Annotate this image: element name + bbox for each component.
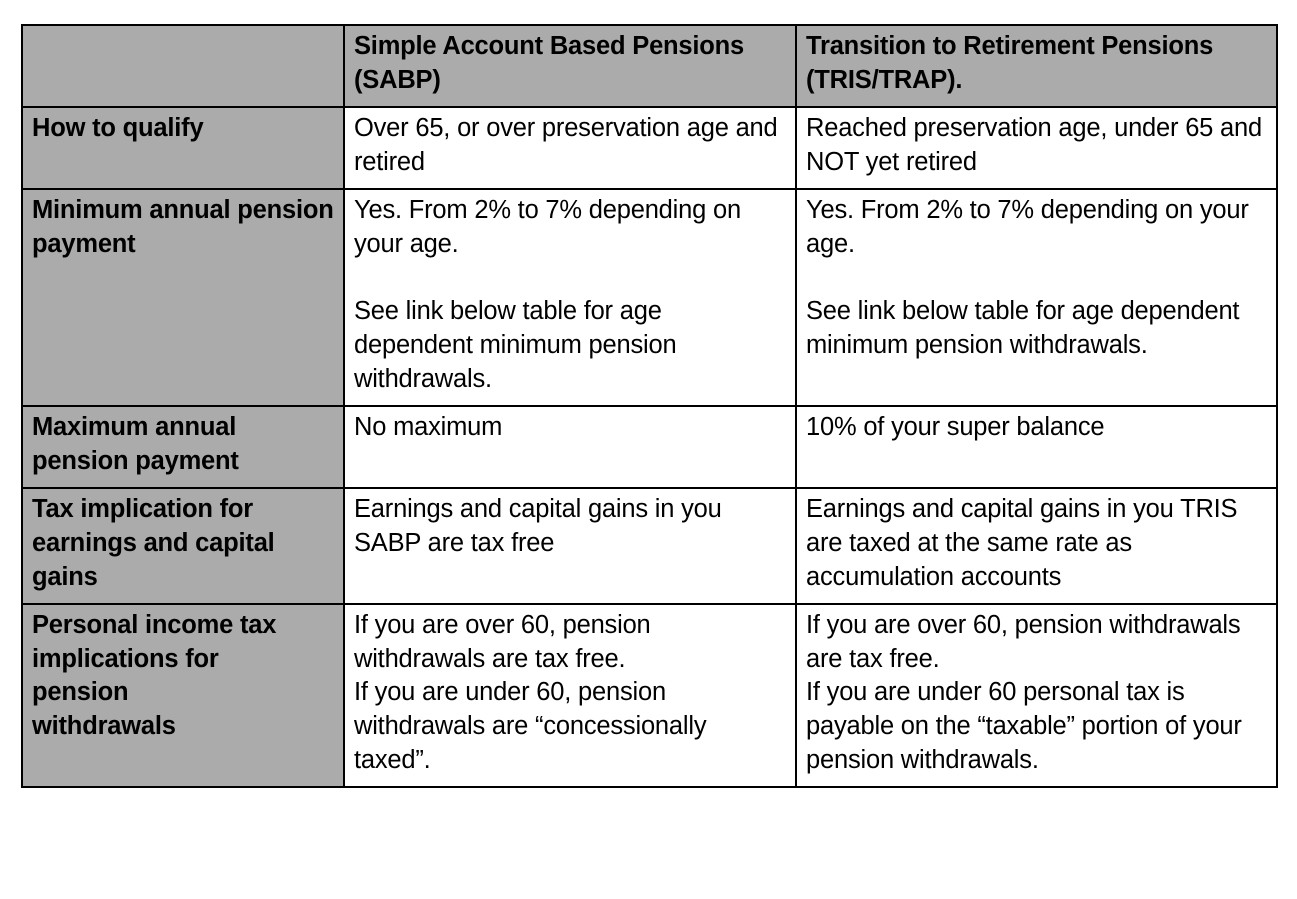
cell-blank-line	[354, 261, 786, 295]
table-row	[22, 604, 1277, 788]
pension-comparison-table	[21, 24, 1278, 788]
cell-paragraph: See link below table for age dependent minimum pension withdrawals.	[806, 297, 1247, 360]
cell-paragraph: See link below table for age dependent minimum pension withdrawals.	[354, 297, 684, 394]
cell-paragraph: Yes. From 2% to 7% depending on your age.	[354, 195, 748, 258]
row-label-personal-income-tax-implications	[22, 604, 344, 788]
cell-paragraph: If you are under 60, pension withdrawals are “concessionally taxed”.	[354, 678, 714, 775]
cell-minimum-annual-pension-payment-tris	[796, 189, 1277, 406]
cell-tax-implication-sabp: Earnings and capital gains in you SABP are tax free	[344, 488, 796, 604]
cell-paragraph: If you are under 60 personal tax is payable on the “taxable” portion of your pension withdrawals.	[806, 678, 1249, 775]
cell-maximum-annual-pension-payment-sabp: No maximum	[344, 406, 796, 488]
table-row	[22, 488, 1277, 604]
label-line: pension	[32, 678, 129, 707]
cell-blank-line	[806, 261, 1267, 295]
table-row	[22, 406, 1277, 488]
cell-maximum-annual-pension-payment-tris: 10% of your super balance	[796, 406, 1277, 488]
row-label-minimum-annual-pension-payment: Minimum annual pension payment	[22, 189, 344, 406]
cell-minimum-annual-pension-payment-sabp	[344, 189, 796, 406]
label-line: withdrawals	[32, 712, 176, 741]
table-row	[22, 189, 1277, 406]
table-corner-cell	[22, 25, 344, 107]
column-header-sabp: Simple Account Based Pensions (SABP)	[344, 25, 796, 107]
cell-paragraph: Yes. From 2% to 7% depending on your age.	[806, 195, 1256, 258]
column-header-tris: Transition to Retirement Pensions (TRIS/TRAP).	[796, 25, 1277, 107]
cell-paragraph: If you are over 60, pension withdrawals are tax free.	[354, 610, 658, 673]
cell-personal-income-tax-sabp	[344, 604, 796, 788]
row-label-tax-implication-earnings-capital-gains: Tax implication for earnings and capital gains	[22, 488, 344, 604]
table-row	[22, 107, 1277, 189]
cell-paragraph: If you are over 60, pension withdrawals are tax free.	[806, 610, 1248, 673]
row-label-how-to-qualify: How to qualify	[22, 107, 344, 189]
label-line: Personal income tax implications for	[32, 610, 284, 673]
row-label-maximum-annual-pension-payment: Maximum annual pension payment	[22, 406, 344, 488]
cell-how-to-qualify-tris: Reached preservation age, under 65 and NOT yet retired	[796, 107, 1277, 189]
table-header-row	[22, 25, 1277, 107]
cell-personal-income-tax-tris	[796, 604, 1277, 788]
cell-how-to-qualify-sabp: Over 65, or over preservation age and retired	[344, 107, 796, 189]
cell-tax-implication-tris: Earnings and capital gains in you TRIS are taxed at the same rate as accumulation accounts	[796, 488, 1277, 604]
